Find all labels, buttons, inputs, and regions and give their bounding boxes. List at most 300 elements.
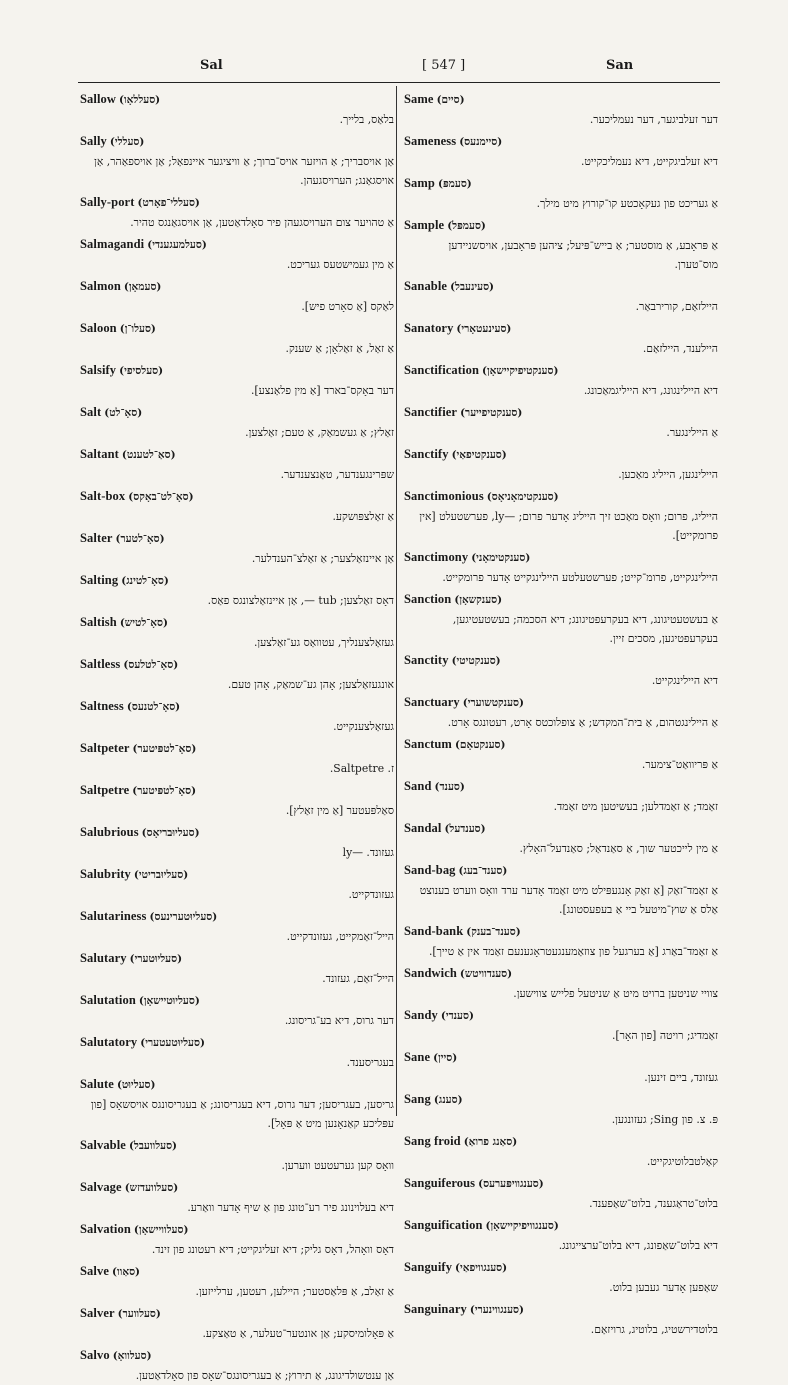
pronunciation: (סענד) <box>434 781 465 793</box>
headword: Sanctity <box>404 653 449 667</box>
definition: אַ בעשטעטיגונג, דיא בעקרעפטיגונג; דיא הסכמה; בעשטעטיגען, בעקרעפטיגען, מסכים זיין. <box>452 613 718 645</box>
entry-heading-group <box>80 529 165 549</box>
definition: אונגעזאַלצען; אָהן גע־שמאַק, אָהן טעם. <box>227 678 394 691</box>
entry-heading-group <box>80 781 196 801</box>
pronunciation: (סענקטימאָניאָס) <box>486 491 559 503</box>
headword: Sanguinary <box>404 1302 467 1316</box>
definition: היילינגקייט, פרומ־קייט; פערשטעלטע היילינגקייט אָדער פרומקייט. <box>442 571 718 584</box>
pronunciation: (סאָ־לטלעס) <box>123 659 179 671</box>
definition: אַ זאַמד־זאַק [אַ זאַק אָנגעפּילט מיט זאַמד אָדער ערד וואָס ווערט בענוצט אַלס אַ שוץ־מיטעל ביי אַ בעפעסטונג]. <box>419 884 718 916</box>
entry-heading-group <box>80 739 196 759</box>
pronunciation: (סענקטיפאַי) <box>451 449 507 461</box>
entry-first-line <box>404 693 718 713</box>
entry-first-line <box>404 403 718 423</box>
headword: Salvable <box>80 1138 126 1152</box>
entry-heading-group <box>80 571 169 591</box>
headword: Sang <box>404 1092 431 1106</box>
entry-heading-group <box>80 991 200 1011</box>
definition: פּ. צ. פון Sing; געזונגען. <box>611 1113 718 1126</box>
pronunciation: (סעלו־ן) <box>119 323 156 335</box>
entry-heading-group <box>80 445 176 465</box>
definition: אַ פּראָבע, אַ מוסטער; אַ בייש־פּיעל; ציהען פּראָבען, אויסשניידען מוס־טערן. <box>448 239 718 271</box>
definition: בלוטדירשטיג, בלוטיג, גרויזאַם. <box>590 1323 718 1336</box>
dictionary-entry <box>404 487 718 545</box>
entry-heading-group <box>404 319 511 339</box>
pronunciation: (סיים) <box>436 94 465 106</box>
headword: Saltless <box>80 657 121 671</box>
entry-heading-group <box>404 651 501 671</box>
headword: Salsify <box>80 363 117 377</box>
definition: דיא זעלביגקייט, דיא נעמליכקייט. <box>580 155 718 168</box>
dictionary-entry <box>404 1258 718 1297</box>
dictionary-entry <box>80 571 394 610</box>
pronunciation: (סאַנג פרואַ) <box>463 1136 518 1148</box>
dictionary-entry <box>80 487 394 526</box>
dictionary-entry <box>80 132 394 190</box>
entry-first-line <box>404 361 718 381</box>
entry-heading-group <box>404 693 524 713</box>
definition: אַ פּריוואַט־צימער. <box>641 758 718 771</box>
pronunciation: (סעלסיפי) <box>119 365 164 377</box>
entry-first-line <box>404 651 718 671</box>
entry-first-line <box>404 445 718 465</box>
dictionary-entry <box>80 1075 394 1133</box>
pronunciation: (סענד־בעג) <box>458 865 508 877</box>
entry-heading-group <box>80 132 144 152</box>
pronunciation: (סעלוואָ) <box>112 1350 152 1362</box>
definition: דיא היילינגונג, דיא הייליגמאַכונג. <box>583 384 718 397</box>
definition: הייל־זאַם, געזונד. <box>322 972 394 985</box>
entry-first-line <box>80 277 394 297</box>
entry-heading-group <box>404 1048 457 1068</box>
headword: Sandal <box>404 821 442 835</box>
definition: צוויי שניטען ברויט מיט אַ שניטעל פלייש צווישען. <box>513 987 718 1000</box>
page-header <box>80 56 720 78</box>
dictionary-entry <box>404 361 718 400</box>
entry-heading-group <box>404 1006 474 1026</box>
definition: זאַלץ; אַ געשמאַק, אַ טעם; זאַלצען. <box>245 426 394 439</box>
pronunciation: (סענקטאָם) <box>454 739 506 751</box>
pronunciation: (סענגוויפאַי) <box>455 1262 508 1274</box>
definition: דער באָקס־בארד [אַ מין פלאַנצע]. <box>250 384 394 397</box>
definition: בלאַס, בלייך. <box>339 113 394 126</box>
entry-heading-group <box>404 90 465 110</box>
entry-first-line <box>80 1304 394 1324</box>
pronunciation: (סעלוועדזש) <box>124 1182 179 1194</box>
entry-first-line <box>80 1346 394 1366</box>
pronunciation: (סענגווינערי) <box>469 1304 524 1316</box>
definition: הייל־זאַמקייט, געזונדקייט. <box>286 930 394 943</box>
headword: Sanable <box>404 279 448 293</box>
dictionary-entry <box>80 1262 394 1301</box>
entry-first-line <box>404 1006 718 1026</box>
entry-first-line <box>80 403 394 423</box>
pronunciation: (סאָ־לטפּיטער) <box>132 743 197 755</box>
dictionary-entry <box>404 1132 718 1171</box>
dictionary-entry <box>80 193 394 232</box>
pronunciation: (סענקטשוערי) <box>462 697 524 709</box>
pronunciation: (סיין) <box>433 1052 458 1064</box>
dictionary-entry <box>80 865 394 904</box>
dictionary-entry <box>404 548 718 587</box>
definition: גריסען, בעגריסען; דער גרוס, דיא בעגריסונג; אַ בעגריסונגס אויסשאָס [פון עפּליכע קאַנאָנען מיט אַ פּאָל]. <box>90 1098 394 1130</box>
pronunciation: (סעליוּטעטערי) <box>140 1037 205 1049</box>
headword: Sanatory <box>404 321 454 335</box>
entry-heading-group <box>80 235 207 255</box>
dictionary-entry <box>80 697 394 736</box>
dictionary-entry <box>404 403 718 442</box>
entry-heading-group <box>404 1300 524 1320</box>
dictionary-entry <box>404 1090 718 1129</box>
entry-heading-group <box>404 445 507 465</box>
definition: דאָס זאַלצען; tub —, אַן איינזאַלצונגס פאַס. <box>207 594 394 607</box>
dictionary-entry <box>404 964 718 1003</box>
dictionary-entry <box>80 949 394 988</box>
dictionary-entry <box>404 1300 718 1339</box>
entry-heading-group <box>404 174 472 194</box>
dictionary-entry <box>80 445 394 484</box>
entry-first-line <box>404 964 718 984</box>
entry-heading-group <box>404 1258 507 1278</box>
entry-heading-group <box>404 964 512 984</box>
pronunciation: (סאָ־לט) <box>104 407 143 419</box>
definition: הייליג, פרום; וואָס מאַכט זיך הייליג אָדער פרום; —ly, פערשטעלט [אין פרומקייט]. <box>419 510 718 542</box>
definition: דער זעלביגער, דער נעמליכער. <box>589 113 718 126</box>
entry-first-line <box>80 949 394 969</box>
pronunciation: (סענגוויפיקיישאָן) <box>485 1220 559 1232</box>
entry-heading-group <box>80 823 200 843</box>
definition: געזונד, ביים זינען. <box>644 1071 718 1084</box>
headword: Salt <box>80 405 102 419</box>
definition: דיא היילינגקייט. <box>651 674 718 687</box>
headword: Sandy <box>404 1008 438 1022</box>
definition: אַ זאַל, אַ זאַלאָן; אַ שענק. <box>285 342 394 355</box>
entry-heading-group <box>80 613 168 633</box>
entry-first-line <box>80 613 394 633</box>
pronunciation: (סעינעבל) <box>450 281 495 293</box>
entry-heading-group <box>80 361 163 381</box>
definition: דיא בעלוינונג פיר רע־טונג פון אַ שיף אָדער וואַרע. <box>187 1201 394 1214</box>
dictionary-entry <box>404 735 718 774</box>
entry-heading-group <box>404 277 494 297</box>
dictionary-entry <box>80 1136 394 1175</box>
pronunciation: (סעלוועבל) <box>128 1140 178 1152</box>
entry-first-line <box>80 1262 394 1282</box>
entry-first-line <box>404 90 718 110</box>
entry-first-line <box>404 174 718 194</box>
entry-first-line <box>80 739 394 759</box>
dictionary-entry <box>80 403 394 442</box>
pronunciation: (סאַוו) <box>111 1266 141 1278</box>
entry-first-line <box>80 865 394 885</box>
entry-first-line <box>80 319 394 339</box>
definition: בלוט־טראַגענד, בלוט־שאַפענד. <box>589 1197 718 1210</box>
dictionary-entry <box>80 361 394 400</box>
entry-first-line <box>404 922 718 942</box>
definition: ז. Saltpetre. <box>329 762 394 775</box>
definition: אַ היילינגטהום, אַ בית־המקדש; אַ צופלוכטס אָרט, רעטונגס אָרט. <box>447 716 718 729</box>
headword: Sally-port <box>80 195 135 209</box>
headword: Sanctify <box>404 447 449 461</box>
entry-first-line <box>404 132 718 152</box>
entry-heading-group <box>404 487 559 507</box>
definition: געזונדקייט. <box>348 888 394 901</box>
dictionary-entry <box>404 132 718 171</box>
pronunciation: (סעליוּטערינעס) <box>149 911 218 923</box>
headword: Salting <box>80 573 119 587</box>
entry-heading-group <box>80 1075 155 1095</box>
definition: זאַמדיג; רויטה [פון האָר]. <box>611 1029 718 1042</box>
entry-heading-group <box>80 697 180 717</box>
dictionary-entry <box>80 907 394 946</box>
headword: Salvage <box>80 1180 122 1194</box>
dictionary-entry <box>404 819 718 858</box>
definition: געזונד. —ly <box>342 846 394 859</box>
entry-first-line <box>80 907 394 927</box>
entry-heading-group <box>404 403 522 423</box>
pronunciation: (סאָ־לטער) <box>115 533 165 545</box>
entry-heading-group <box>404 548 530 568</box>
entry-heading-group <box>404 1174 544 1194</box>
pronunciation: (סעללאָו) <box>119 94 161 106</box>
dictionary-entry <box>80 277 394 316</box>
definition: היילזאַם, קורירבאַר. <box>635 300 718 313</box>
definition: דאָס וואָהל, דאָס גליק; דיא זעליגקייט; דיא רעטונג פון זינד. <box>151 1243 394 1256</box>
entry-first-line <box>404 777 718 797</box>
definition: סאַלפּעטער [אַ מין זאַלץ]. <box>285 804 394 817</box>
entry-heading-group <box>80 90 160 110</box>
headword: Sanguiferous <box>404 1176 476 1190</box>
definition: היילענד, היילזאַם. <box>642 342 718 355</box>
definition: אַ געריכט פון געקאָכטע קו־קורוץ מיט מילך. <box>536 197 718 210</box>
headword: Sally <box>80 134 107 148</box>
headword: Sang froid <box>404 1134 461 1148</box>
headword: Salvo <box>80 1348 110 1362</box>
headword: Salve <box>80 1264 109 1278</box>
dictionary-entry <box>80 1346 394 1385</box>
entry-heading-group <box>80 487 194 507</box>
dictionary-entry <box>404 216 718 274</box>
dictionary-entry <box>404 1174 718 1213</box>
entry-first-line <box>404 1132 718 1152</box>
entry-heading-group <box>404 922 521 942</box>
headword: Samp <box>404 176 435 190</box>
headword: Salvation <box>80 1222 131 1236</box>
entry-first-line <box>404 819 718 839</box>
pronunciation: (סענד־בענק) <box>466 926 521 938</box>
entry-first-line <box>80 1075 394 1095</box>
pronunciation: (סעלווער) <box>117 1308 161 1320</box>
headword: Sandwich <box>404 966 457 980</box>
pronunciation: (סעלמעגענדי) <box>147 239 207 251</box>
headword: Salubrity <box>80 867 131 881</box>
dictionary-entry <box>80 319 394 358</box>
headword: Sanctuary <box>404 695 460 709</box>
entry-first-line <box>80 132 394 152</box>
definition: אַ זאַלצפּושקע. <box>332 510 394 523</box>
headword: Salver <box>80 1306 115 1320</box>
dictionary-entry <box>80 739 394 778</box>
headword: Sameness <box>404 134 457 148</box>
entry-heading-group <box>80 1220 188 1240</box>
pronunciation: (סעליוּטיישאָן) <box>138 995 200 1007</box>
entry-heading-group <box>80 193 200 213</box>
entry-heading-group <box>80 865 188 885</box>
definition: היילינגען, הייליג מאַכען. <box>618 468 718 481</box>
definition: אַ טהויער צום הערויסגעהן פיר סאָלדאַטען, אַן אויסגאַנגס טהיר. <box>130 216 394 229</box>
entry-first-line <box>404 216 718 236</box>
entry-first-line <box>404 1216 718 1236</box>
definition: אַ מין לייכטער שוך, אַ סאַנדאַל; סאַנדעל־האָלץ. <box>519 842 718 855</box>
pronunciation: (סעמאָן) <box>123 281 162 293</box>
entry-heading-group <box>404 1216 559 1236</box>
pronunciation: (סעינעטאָרי) <box>456 323 512 335</box>
headword: Sample <box>404 218 445 232</box>
headword: Salt-box <box>80 489 126 503</box>
entry-first-line <box>404 1048 718 1068</box>
dictionary-entry <box>404 590 718 648</box>
entry-heading-group <box>404 361 558 381</box>
pronunciation: (סענקשאָן) <box>454 594 503 606</box>
dictionary-entry <box>80 1304 394 1343</box>
entry-first-line <box>80 235 394 255</box>
entry-first-line <box>80 1178 394 1198</box>
headword: Sanguify <box>404 1260 453 1274</box>
definition: בעגריסענד. <box>346 1056 394 1069</box>
entry-heading-group <box>404 1132 517 1152</box>
entry-heading-group <box>404 735 505 755</box>
entry-first-line <box>404 319 718 339</box>
pronunciation: (סענדוויטש) <box>459 968 513 980</box>
definition: אַן אויסבריך; אַ הויזער אויס־ברוך; אַ וויציגער איינפאַל; אַן אויספאַהר, אַן אויסגאַנג; הערויסגעהן. <box>94 155 394 187</box>
dictionary-entry <box>80 90 394 129</box>
definition: געזאַלצענקייט. <box>333 720 394 733</box>
entry-first-line <box>80 991 394 1011</box>
definition: אַ זאַמד־באַרג [אַ בערגעל פון צוזאַמענגעטראָגענעם זאַמד אין אַ טייך]. <box>428 945 718 958</box>
entry-first-line <box>80 193 394 213</box>
pronunciation: (סענקטיטי) <box>451 655 501 667</box>
entry-heading-group <box>404 216 486 236</box>
entry-first-line <box>80 445 394 465</box>
left-guide-word: Sal <box>200 58 223 73</box>
headword: Saltness <box>80 699 124 713</box>
headword: Salutary <box>80 951 127 965</box>
entry-first-line <box>80 1220 394 1240</box>
definition: דער גרוס, דיא בע־גריסונג. <box>284 1014 394 1027</box>
definition: וואָס קען גערעטעט ווערען. <box>281 1159 394 1172</box>
entry-heading-group <box>404 132 502 152</box>
headword: Saltish <box>80 615 117 629</box>
pronunciation: (סעמפּל) <box>447 220 486 232</box>
entry-heading-group <box>80 277 161 297</box>
dictionary-entry <box>404 319 718 358</box>
right-column <box>404 90 718 1336</box>
definition: דיא בלוט־שאַפונג, דיא בלוט־ערצייגונג. <box>558 1239 718 1252</box>
headword: Saloon <box>80 321 117 335</box>
headword: Sanctum <box>404 737 452 751</box>
entry-first-line <box>80 697 394 717</box>
headword: Same <box>404 92 434 106</box>
dictionary-entry <box>404 1216 718 1255</box>
pronunciation: (סאַ־לטענט) <box>121 449 176 461</box>
headword: Sanctimony <box>404 550 469 564</box>
headword: Sanguification <box>404 1218 483 1232</box>
column-divider <box>396 86 397 1116</box>
entry-heading-group <box>80 403 142 423</box>
headword: Sanction <box>404 592 452 606</box>
entry-first-line <box>404 487 718 507</box>
entry-first-line <box>80 1033 394 1053</box>
entry-heading-group <box>404 590 502 610</box>
pronunciation: (סעליוּבריאָס) <box>141 827 200 839</box>
entry-first-line <box>404 1174 718 1194</box>
headword: Sallow <box>80 92 117 106</box>
headword: Sanctimonious <box>404 489 484 503</box>
dictionary-entry <box>80 529 394 568</box>
headword: Saltpeter <box>80 741 130 755</box>
definition: געזאַלצענליך, עטוואַס גע־זאַלצען. <box>253 636 394 649</box>
entry-heading-group <box>80 1346 152 1366</box>
dictionary-entry <box>80 1178 394 1217</box>
dictionary-entry <box>80 823 394 862</box>
headword: Saltpetre <box>80 783 130 797</box>
entry-heading-group <box>80 1262 140 1282</box>
dictionary-entry <box>80 781 394 820</box>
pronunciation: (סאָ־לטנעס) <box>126 701 181 713</box>
pronunciation: (סענקטימאָני) <box>471 552 531 564</box>
entry-first-line <box>80 361 394 381</box>
definition: שפּרינגענדער, טאַנצענדער. <box>280 468 394 481</box>
pronunciation: (סיימנעס) <box>459 136 503 148</box>
definition: אַן ענטשולדיגונג, אַ תירוץ; אַ בעגריסונגס־שאָס פון סאָלדאַטען. <box>135 1369 394 1382</box>
pronunciation: (סעליוּט) <box>116 1079 156 1091</box>
headword: Sanctifier <box>404 405 458 419</box>
entry-first-line <box>404 1090 718 1110</box>
entry-first-line <box>404 1258 718 1278</box>
pronunciation: (סאָ־לטינג) <box>121 575 169 587</box>
entry-first-line <box>80 655 394 675</box>
page-number: [ 547 ] <box>422 58 466 73</box>
entry-first-line <box>80 90 394 110</box>
entry-heading-group <box>404 819 486 839</box>
entry-first-line <box>80 823 394 843</box>
entry-heading-group <box>80 655 178 675</box>
entry-first-line <box>404 590 718 610</box>
headword: Sanctification <box>404 363 480 377</box>
entry-heading-group <box>80 1304 161 1324</box>
headword: Sane <box>404 1050 431 1064</box>
definition: קאַלטבלוטיגקייט. <box>646 1155 718 1168</box>
dictionary-entry <box>80 613 394 652</box>
dictionary-entry <box>404 777 718 816</box>
pronunciation: (סעללי־פאָרט) <box>137 197 200 209</box>
dictionary-entry <box>404 922 718 961</box>
dictionary-entry <box>80 1033 394 1072</box>
entry-first-line <box>404 735 718 755</box>
headword: Saltant <box>80 447 119 461</box>
definition: אַ פּאָלומיסקע; אַן אונטער־טעלער, אַ טאַצקע. <box>202 1327 394 1340</box>
pronunciation: (סאָ־לטיש) <box>119 617 168 629</box>
entry-first-line <box>404 861 718 881</box>
entry-heading-group <box>404 1090 463 1110</box>
headword: Sand <box>404 779 432 793</box>
left-column <box>80 90 394 1382</box>
dictionary-entry <box>404 693 718 732</box>
dictionary-entry <box>80 655 394 694</box>
pronunciation: (סענדעל) <box>444 823 486 835</box>
pronunciation: (סענדי) <box>440 1010 474 1022</box>
header-rule <box>78 82 720 83</box>
